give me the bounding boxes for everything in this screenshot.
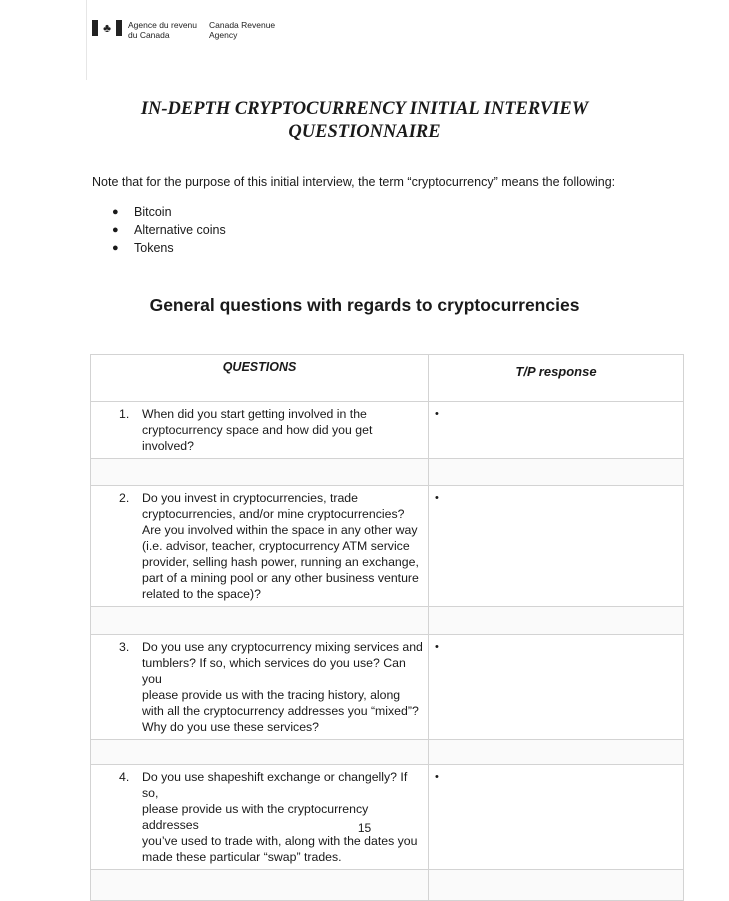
response-cell[interactable] bbox=[429, 402, 684, 459]
section-title: General questions with regards to cryptocurrencies bbox=[149, 295, 580, 315]
spacer-row bbox=[91, 870, 684, 901]
agency-fr-line1: Agence du revenu bbox=[128, 20, 197, 30]
response-cell[interactable] bbox=[429, 765, 684, 870]
question-line: made these particular “swap” trades. bbox=[142, 850, 342, 864]
document-title bbox=[0, 98, 729, 144]
list-item-label: Tokens bbox=[134, 241, 174, 255]
question-cell bbox=[91, 486, 429, 607]
question-line: related to the space)? bbox=[142, 587, 261, 601]
question-line: Why do you use these services? bbox=[142, 720, 320, 734]
question-number: 4. bbox=[119, 770, 130, 784]
spacer-row bbox=[91, 607, 684, 635]
question-line: part of a mining pool or any other business venture bbox=[142, 571, 419, 585]
canada-flag-icon: ♣ bbox=[92, 20, 122, 36]
list-item-label: Bitcoin bbox=[134, 205, 172, 219]
question-cell bbox=[91, 635, 429, 740]
table-row bbox=[91, 635, 684, 740]
agency-en-line2: Agency bbox=[209, 30, 238, 40]
agency-name-en bbox=[209, 20, 275, 40]
spacer-row bbox=[91, 459, 684, 486]
response-bullet: • bbox=[435, 771, 439, 783]
question-line: Do you invest in cryptocurrencies, trade bbox=[142, 491, 358, 505]
question-line: provider, selling hash power, running an exchange, bbox=[142, 555, 419, 569]
questions-table bbox=[90, 354, 684, 901]
question-number: 3. bbox=[119, 640, 130, 654]
table-header-row bbox=[91, 355, 684, 402]
agency-fr-line2: du Canada bbox=[128, 30, 170, 40]
question-line: cryptocurrency space and how did you get involved? bbox=[142, 423, 373, 453]
column-header-questions: QUESTIONS bbox=[91, 355, 429, 402]
question-line: Do you use shapeshift exchange or changelly? If so, bbox=[142, 770, 408, 800]
question-line: please provide us with the tracing history, along bbox=[142, 688, 401, 702]
list-item: ● Alternative coins bbox=[112, 223, 226, 237]
spacer-row bbox=[91, 740, 684, 765]
question-line: tumblers? If so, which services do you use? Can you bbox=[142, 656, 406, 686]
question-number: 2. bbox=[119, 491, 130, 505]
list-item-label: Alternative coins bbox=[134, 223, 226, 237]
response-bullet: • bbox=[435, 408, 439, 420]
title-line1: IN-DEPTH CRYPTOCURRENCY INITIAL INTERVIEW bbox=[140, 99, 589, 119]
list-item: ● Bitcoin bbox=[112, 205, 172, 219]
table-row bbox=[91, 402, 684, 459]
scan-edge bbox=[0, 0, 87, 80]
table-row bbox=[91, 765, 684, 870]
government-header bbox=[92, 20, 287, 40]
page-number: 15 bbox=[357, 821, 372, 835]
response-bullet: • bbox=[435, 492, 439, 504]
question-cell bbox=[91, 765, 429, 870]
question-number: 1. bbox=[119, 407, 130, 421]
response-cell[interactable] bbox=[429, 486, 684, 607]
definition-note: Note that for the purpose of this initial interview, the term “cryptocurrency” means the following: bbox=[92, 175, 616, 189]
response-bullet: • bbox=[435, 641, 439, 653]
list-item: ● Tokens bbox=[112, 241, 174, 255]
question-line: you’ve used to trade with, along with the dates you bbox=[142, 834, 418, 848]
question-cell bbox=[91, 402, 429, 459]
question-line: Do you use any cryptocurrency mixing services and bbox=[142, 640, 423, 654]
title-line2: QUESTIONNAIRE bbox=[288, 122, 441, 142]
question-line: with all the cryptocurrency addresses you “mixed”? bbox=[142, 704, 419, 718]
agency-en-line1: Canada Revenue bbox=[209, 20, 276, 30]
question-line: Are you involved within the space in any other way bbox=[142, 523, 418, 537]
agency-name-fr bbox=[128, 20, 197, 40]
question-line: please provide us with the cryptocurrency addresses bbox=[142, 802, 369, 832]
crypto-definition-list bbox=[112, 203, 226, 257]
question-line: When did you start getting involved in the bbox=[142, 407, 367, 421]
table-row bbox=[91, 486, 684, 607]
question-line: (i.e. advisor, teacher, cryptocurrency ATM service bbox=[142, 539, 410, 553]
question-line: cryptocurrencies, and/or mine cryptocurrencies? bbox=[142, 507, 405, 521]
response-cell[interactable] bbox=[429, 635, 684, 740]
column-header-response: T/P response bbox=[429, 355, 684, 402]
